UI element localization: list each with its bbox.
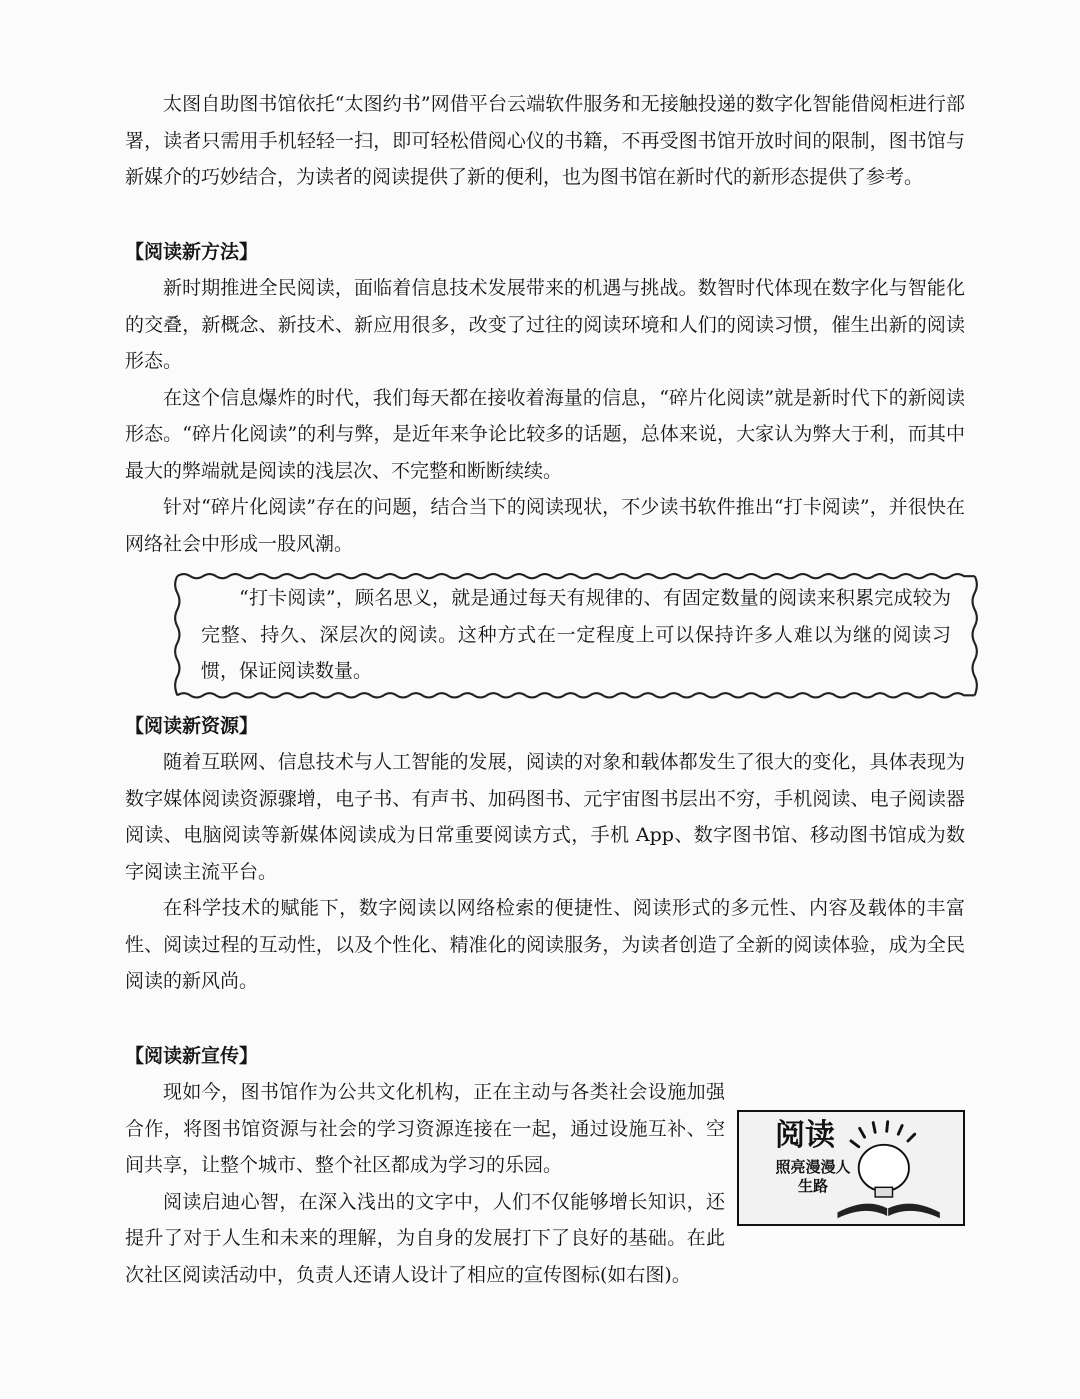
body-paragraph: 在这个信息爆炸的时代，我们每天都在接收着海量的信息，“碎片化阅读”就是新时代下的新阅读形态。“碎片化阅读”的利与弊，是近年来争论比较多的话题，总体来说，大家认为弊大于利，而其中最大的弊端就是阅读的浅层次、不完整和断断续续。 bbox=[125, 386, 965, 482]
body-paragraph: 随着互联网、信息技术与人工智能的发展，阅读的对象和载体都发生了很大的变化，具体表现为数字媒体阅读资源骤增，电子书、有声书、加码图书、元宇宙图书层出不穷，手机阅读、电子阅读器阅读、电脑阅读等新媒体阅读成为日常重要阅读方式，手机 App、数字图书馆、移动图书馆成为数字阅读主流平台。 bbox=[125, 751, 965, 883]
promo-icon-image bbox=[737, 1110, 965, 1226]
body-paragraph: 在科学技术的赋能下，数字阅读以网络检索的便捷性、阅读形式的多元性、内容及载体的丰富性、阅读过程的互动性，以及个性化、精准化的阅读服务，为读者创造了全新的阅读体验，成为全民阅读的新风尚。 bbox=[125, 897, 965, 992]
document-page bbox=[125, 86, 965, 1293]
body-paragraph: 针对“碎片化阅读”存在的问题，结合当下的阅读现状，不少读书软件推出“打卡阅读”，并很快在网络社会中形成一股风潮。 bbox=[125, 496, 965, 555]
promotion-section bbox=[125, 1074, 965, 1293]
section-heading-new-promotion: 【阅读新宣传】 bbox=[125, 1044, 259, 1067]
promo-title: 阅读 bbox=[775, 1118, 835, 1153]
promo-subtitle: 照亮漫漫人生路 bbox=[775, 1158, 851, 1195]
body-paragraph: 新时期推进全民阅读，面临着信息技术发展带来的机遇与挑战。数智时代体现在数字化与智能化的交叠，新概念、新技术、新应用很多，改变了过往的阅读环境和人们的阅读习惯，催生出新的阅读形态。 bbox=[125, 277, 965, 372]
section-heading-new-methods: 【阅读新方法】 bbox=[125, 240, 259, 263]
intro-paragraph: 太图自助图书馆依托“太图约书”网借平台云端软件服务和无接触投递的数字化智能借阅柜进行部署，读者只需用手机轻轻一扫，即可轻松借阅心仪的书籍，不再受图书馆开放时间的限制，图书馆与新媒介的巧妙结合，为读者的阅读提供了新的便利，也为图书馆在新时代的新形态提供了参考。 bbox=[125, 93, 965, 188]
body-paragraph: 现如今，图书馆作为公共文化机构，正在主动与各类社会设施加强合作，将图书馆资源与社会的学习资源连接在一起，通过设施互补、空间共享，让整个城市、整个社区都成为学习的乐园。 bbox=[125, 1081, 725, 1176]
note-box bbox=[173, 572, 979, 700]
note-text: “打卡阅读”，顾名思义，就是通过每天有规律的、有固定数量的阅读来积累完成较为完整、持久、深层次的阅读。这种方式在一定程度上可以保持许多人难以为继的阅读习惯，保证阅读数量。 bbox=[201, 587, 951, 682]
section-heading-new-resources: 【阅读新资源】 bbox=[125, 714, 259, 737]
body-paragraph: 阅读启迪心智，在深入浅出的文字中，人们不仅能够增长知识，还提升了对于人生和未来的理解，为自身的发展打下了良好的基础。在此次社区阅读活动中，负责人还请人设计了相应的宣传图标(如右图)。 bbox=[125, 1190, 725, 1286]
